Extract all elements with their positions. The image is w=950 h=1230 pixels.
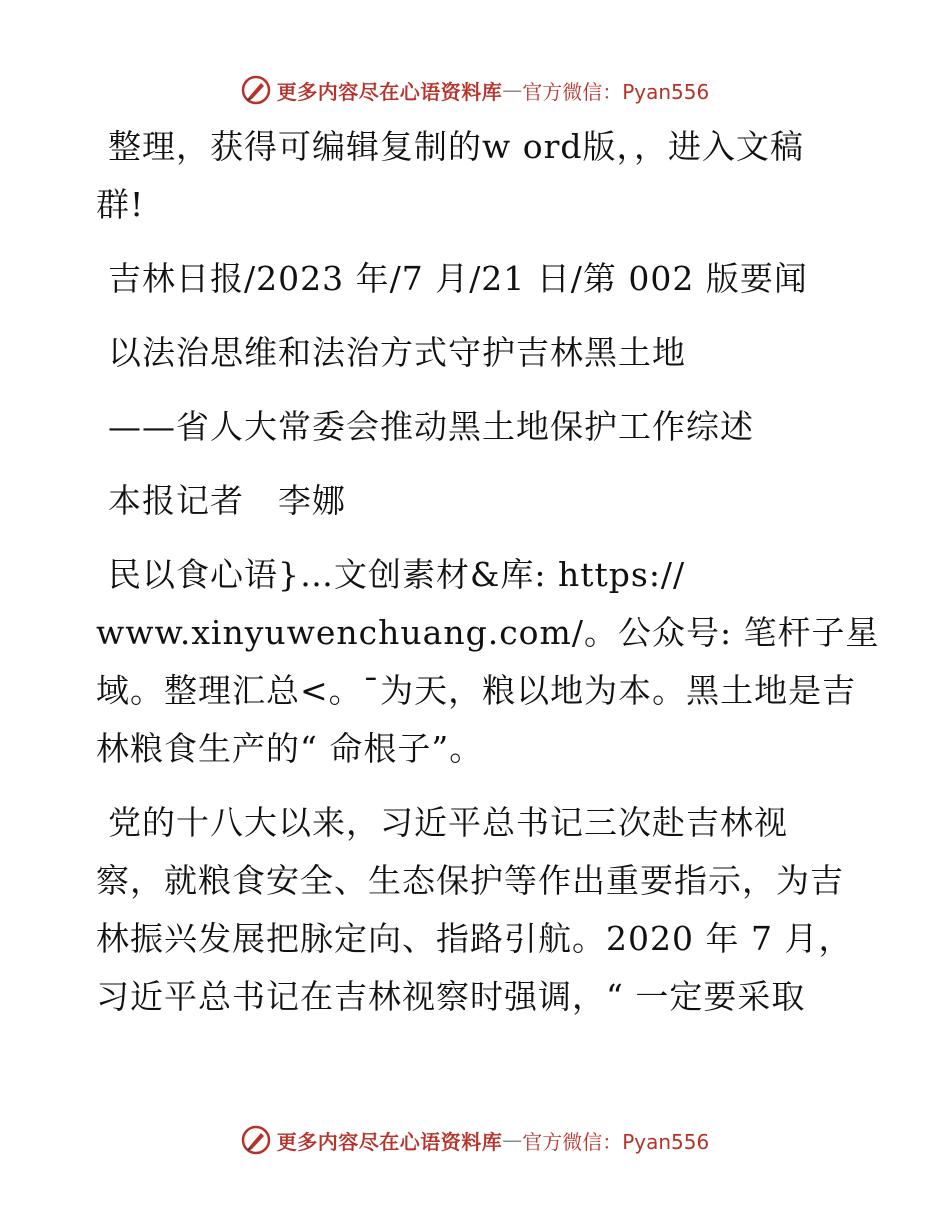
newspaper-source-line: 吉林日报/2023 年/7 月/21 日/第 002 版要闻	[108, 259, 808, 298]
paragraph-2-line-3: 林振兴发展把脉定向、指路引航。2020 年 7 月，	[96, 919, 853, 958]
footer-banner-dash: —	[502, 1128, 523, 1152]
paragraph-1-line-4: 林粮食生产的“ 命根子”。	[96, 729, 484, 768]
paragraph-2-line-4: 习近平总书记在吉林视察时强调，“ 一定要采取	[96, 977, 806, 1016]
footer-banner-main-text: 更多内容尽在心语资料库	[276, 1129, 503, 1154]
footer-banner-wechat-text: 官方微信：Pyan556	[522, 1129, 710, 1154]
paragraph-1-line-1: 民以食心语}…文创素材&库: https://	[108, 555, 686, 594]
body-line-1: 整理，获得可编辑复制的w ord版，，进入文稿	[108, 127, 805, 166]
header-banner-dash: —	[502, 78, 523, 102]
body-line-2: 群!	[96, 185, 145, 224]
article-title: 以法治思维和法治方式守护吉林黑土地	[108, 333, 686, 372]
article-subtitle: ——省人大常委会推动黑土地保护工作综述	[108, 407, 754, 446]
header-watermark-banner	[0, 70, 950, 110]
paragraph-2-line-2: 察，就粮食安全、生态保护等作出重要指示，为吉	[96, 861, 844, 900]
footer-watermark-banner	[0, 1120, 950, 1160]
article-byline: 本报记者 李娜	[108, 481, 346, 520]
paragraph-2-line-1: 党的十八大以来，习近平总书记三次赴吉林视	[108, 803, 788, 842]
paragraph-1-line-2: www.xinyuwenchuang.com/。公众号: 笔杆子星	[96, 613, 880, 652]
header-banner-wechat-text: 官方微信：Pyan556	[522, 79, 710, 104]
paragraph-1-line-3: 域。整理汇总<。¯为天，粮以地为本。黑土地是吉	[96, 671, 857, 710]
header-banner-main-text: 更多内容尽在心语资料库	[276, 79, 503, 104]
document-body	[96, 118, 880, 1026]
quill-logo-icon	[241, 1125, 271, 1155]
quill-logo-icon	[241, 75, 271, 105]
